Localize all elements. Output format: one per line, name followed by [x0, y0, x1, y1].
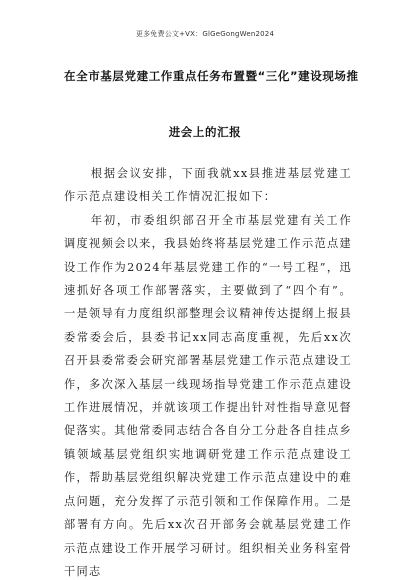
- document-body: [64, 162, 352, 580]
- header-promo-note: 更多免费公文+VX：GlGeGongWen2024: [135, 30, 275, 38]
- paragraph-main: 年初，市委组织部召开全市基层党建有关工作调度视频会以来，我县始终将基层党建工作示范点建设工作作为2024年基层党建工作的“一号工程”，迅速抓好各项工作部署落实，主要做到了“四个有”。一是领导有力度组织部整理会议精神传达提纲上报县委常委会后，县委书记xx同志高度重视，先后xx次召开县委常委会研究部署基层党建工作示范点建设工作，多次深入基层一线现场指导党建工作示范点建设工作进展情况，并就该项工作提出针对性指导意见督促落实。其他常委同志结合各自分工分赴各自挂点乡镇领域基层党组织实地调研党建工作示范点建设工作，帮助基层党组织解决党建工作示范点建设中的难点问题，充分发挥了示范引领和工作保障作用。二是部署有方向。先后xx次召开部务会就基层党建工作示范点建设工作开展学习研讨。组织相关业务科室骨干同志: [64, 213, 352, 578]
- document-title-line-2: 进会上的汇报: [168, 125, 242, 139]
- document-title-line-1: 在全市基层党建工作重点任务布置暨“三化”建设现场推: [64, 69, 359, 83]
- paragraph-intro: 根据会议安排，下面我就xx县推进基层党建工作示范点建设相关工作情况汇报如下：: [64, 167, 352, 204]
